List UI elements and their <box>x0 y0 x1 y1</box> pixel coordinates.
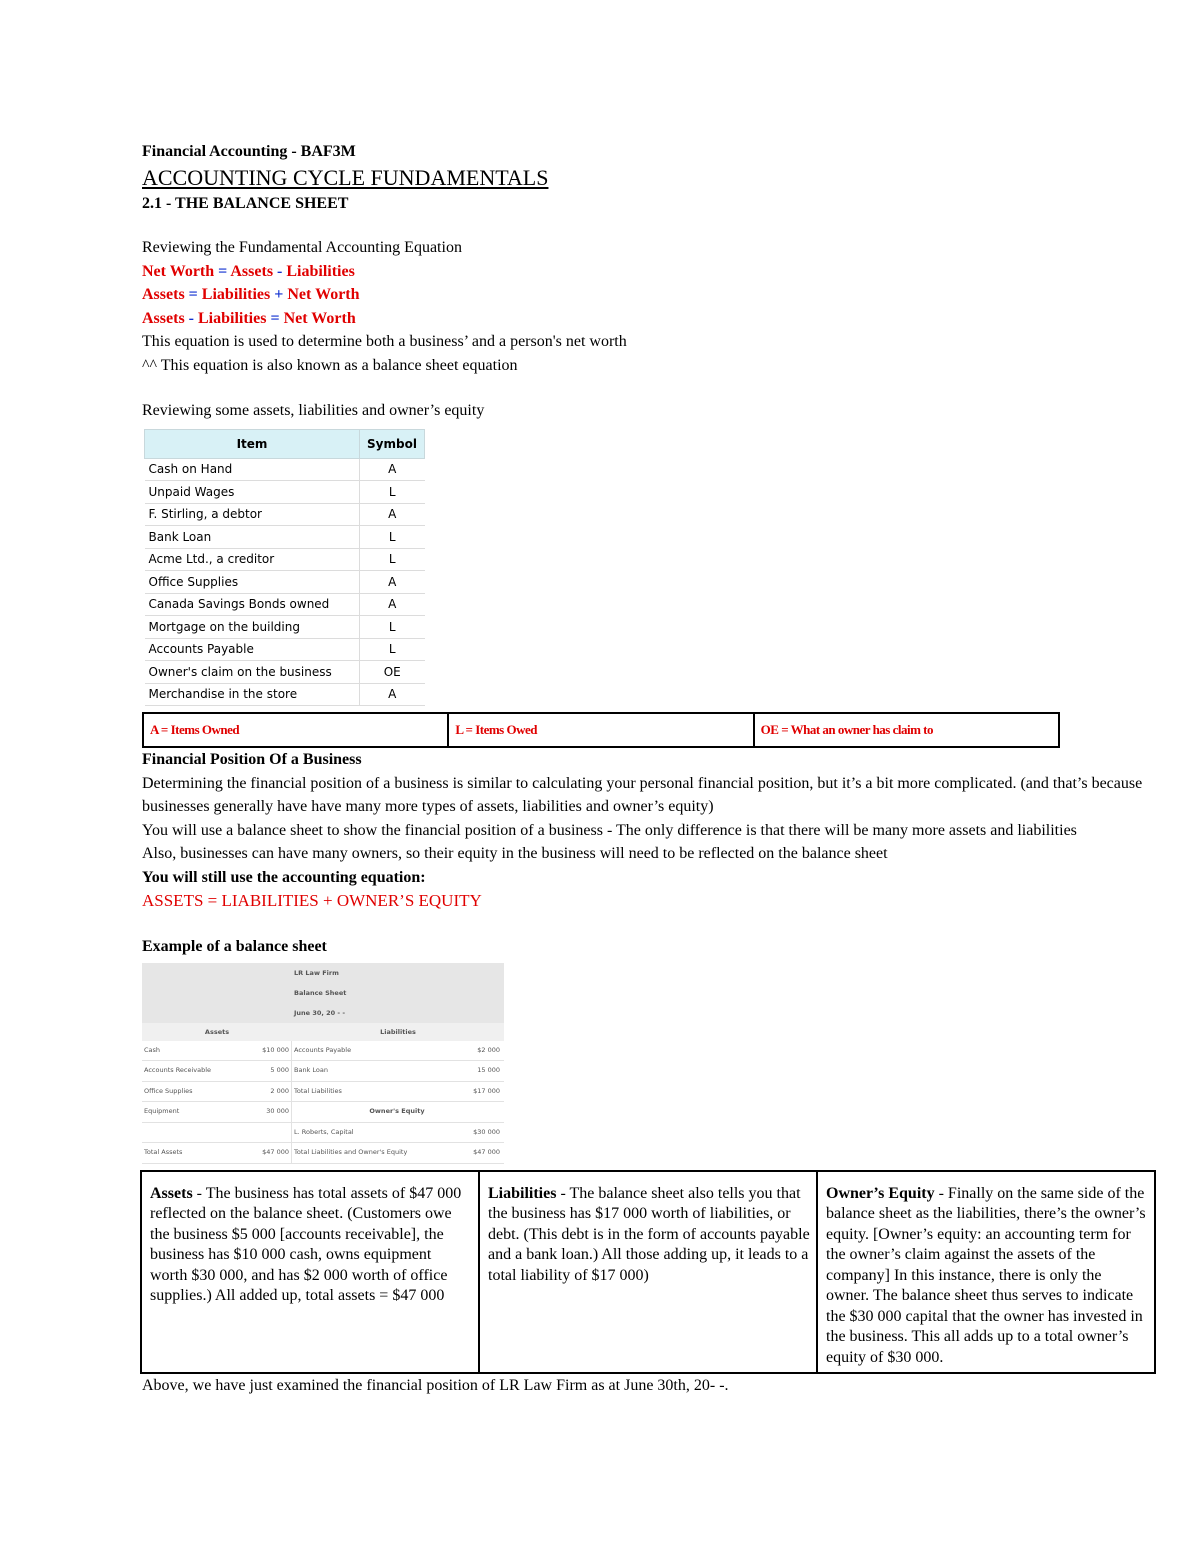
symbol-cell: A <box>360 683 425 706</box>
item-cell: Bank Loan <box>145 526 360 549</box>
owners-equity-explanation: Owner’s Equity - Finally on the same side of the balance sheet as the liabilities, there’s the owner’s equity. [Owner’s equity: an accounting term for the owner’s claim against the assets of the company] In this instance, there is only the owner. The balance sheet thus serves to indicate the $30 000 capital that the owner has invested in the business. This all adds up to a total owner’s equity of $30 000. <box>826 1184 1146 1366</box>
assets-header: Assets <box>204 1027 230 1036</box>
legend-liabilities: L = Items Owed <box>449 714 754 746</box>
table-row: Total Assets $47 000 Total Liabilities and Owner's Equity $47 000 <box>142 1143 504 1164</box>
table-row <box>145 503 425 526</box>
item-cell: Cash on Hand <box>145 458 360 481</box>
legend-boxes <box>142 712 1060 748</box>
legend-assets: A = Items Owned <box>144 714 449 746</box>
table-row <box>145 526 425 549</box>
equation-note-2: ^^ This equation is also known as a balance sheet equation <box>142 356 518 374</box>
symbol-cell: A <box>360 458 425 481</box>
table-row <box>145 593 425 616</box>
column-header-symbol: Symbol <box>360 429 425 458</box>
sheet-date: June 30, 20 - - <box>294 1008 346 1017</box>
table-row <box>145 481 425 504</box>
table-row <box>142 1041 504 1062</box>
review-heading: Reviewing the Fundamental Accounting Equation <box>142 239 462 256</box>
paragraph-2: You will use a balance sheet to show the financial position of a business - The only difference is that there will be many more assets and liabilities <box>142 821 1077 839</box>
item-cell: Mortgage on the building <box>145 616 360 639</box>
firm-name: LR Law Firm <box>294 968 339 977</box>
accounting-equation: ASSETS = LIABILITIES + OWNER’S EQUITY <box>142 891 482 910</box>
paragraph-1: Determining the financial position of a business is similar to calculating your personal financial position, but it’s a bit more complicated. (and that’s because businesses generally have have many more types of assets, liabilities and owner’s equity) <box>142 774 1143 815</box>
balance-sheet-cell: Office Supplies <box>144 1086 193 1095</box>
liabilities-explanation: Liabilities - The balance sheet also tells you that the business has $17 000 worth of liabilities, or debt. (This debt is in the form of accounts payable and a bank loan.) All those adding up, it leads to a total liability of $17 000) <box>480 1172 818 1373</box>
balance-sheet-cell: Cash <box>144 1045 161 1054</box>
table-row <box>145 661 425 684</box>
balance-sheet-column-headers <box>142 1023 504 1041</box>
balance-sheet-example <box>142 963 504 1164</box>
balance-sheet-cell: Bank Loan <box>294 1066 328 1074</box>
balance-sheet-cell: Accounts Payable <box>294 1045 352 1054</box>
table-row <box>142 1061 504 1082</box>
symbol-cell: A <box>360 503 425 526</box>
symbol-cell: L <box>360 548 425 571</box>
closing-sentence: Above, we have just examined the financial position of LR Law Firm as at June 30th, 20- -. <box>142 1377 729 1394</box>
balance-sheet-cell: $2 000 <box>477 1045 500 1054</box>
equation-note: This equation is used to determine both a business’ and a person's net worth <box>142 333 627 350</box>
liabilities-header: Liabilities <box>380 1027 416 1036</box>
balance-sheet-cell: 2 000 <box>248 1082 292 1102</box>
symbol-cell: L <box>360 616 425 639</box>
legend-owners-equity: OE = What an owner has claim to <box>760 722 934 737</box>
item-symbol-table <box>144 429 425 707</box>
item-cell: F. Stirling, a debtor <box>145 503 360 526</box>
item-table-body <box>145 458 425 706</box>
balance-sheet-header <box>142 963 504 1023</box>
table-row: L. Roberts, Capital $30 000 <box>142 1123 504 1144</box>
item-cell: Merchandise in the store <box>145 683 360 706</box>
table-row <box>142 1082 504 1103</box>
balance-sheet-cell: Accounts Receivable <box>144 1066 212 1074</box>
section-title: 2.1 - THE BALANCE SHEET <box>142 195 349 212</box>
item-cell: Canada Savings Bonds owned <box>145 593 360 616</box>
financial-position-heading: Financial Position Of a Business <box>142 751 362 768</box>
equation-3: Assets - Liabilities = Net Worth <box>142 309 356 327</box>
table-row <box>145 638 425 661</box>
assets-explanation: Assets - The business has total assets of $47 000 reflected on the balance sheet. (Customers owe the business $5 000 [accounts receivable], the business has $10 000 cash, owns equipment worth $30 000, and has $2 000 worth of office supplies.) All added up, total assets = $47 000 <box>142 1172 480 1373</box>
balance-sheet-cell: 15 000 <box>477 1066 500 1074</box>
balance-sheet-cell: 5 000 <box>248 1061 292 1081</box>
symbol-cell: A <box>360 571 425 594</box>
example-heading: Example of a balance sheet <box>142 938 327 955</box>
table-row <box>145 683 425 706</box>
item-cell: Office Supplies <box>145 571 360 594</box>
symbol-cell: A <box>360 593 425 616</box>
symbol-cell: OE <box>360 661 425 684</box>
symbol-cell: L <box>360 481 425 504</box>
equation-1: Net Worth = Assets - Liabilities <box>142 262 355 280</box>
table-row <box>145 571 425 594</box>
table-row <box>145 458 425 481</box>
equation-2: Assets = Liabilities + Net Worth <box>142 286 360 303</box>
table-row <box>145 548 425 571</box>
table-row <box>145 616 425 639</box>
table-row: Equipment 30 000 Owner's Equity <box>142 1102 504 1123</box>
item-cell: Accounts Payable <box>145 638 360 661</box>
symbol-cell: L <box>360 526 425 549</box>
item-cell: Owner's claim on the business <box>145 661 360 684</box>
items-heading: Reviewing some assets, liabilities and owner’s equity <box>142 402 485 419</box>
main-title: ACCOUNTING CYCLE FUNDAMENTALS <box>142 165 549 190</box>
balance-sheet-cell: Total Liabilities <box>294 1086 342 1095</box>
item-cell: Unpaid Wages <box>145 481 360 504</box>
still-use-equation: You will still use the accounting equation: <box>142 868 426 886</box>
table-header-row <box>145 429 425 458</box>
document-page <box>142 140 1162 1398</box>
symbol-cell: L <box>360 638 425 661</box>
course-title: Financial Accounting - BAF3M <box>142 143 356 160</box>
paragraph-3: Also, businesses can have many owners, so their equity in the business will need to be reflected on the balance sheet <box>142 845 888 862</box>
balance-sheet-cell: $17 000 <box>473 1086 500 1095</box>
explanation-boxes <box>140 1170 1156 1375</box>
item-cell: Acme Ltd., a creditor <box>145 548 360 571</box>
sheet-title: Balance Sheet <box>294 988 347 997</box>
column-header-item: Item <box>145 429 360 458</box>
balance-sheet-rows <box>142 1041 504 1103</box>
balance-sheet-cell: $10 000 <box>248 1041 292 1061</box>
owners-equity-header: Owner's Equity <box>369 1107 425 1115</box>
